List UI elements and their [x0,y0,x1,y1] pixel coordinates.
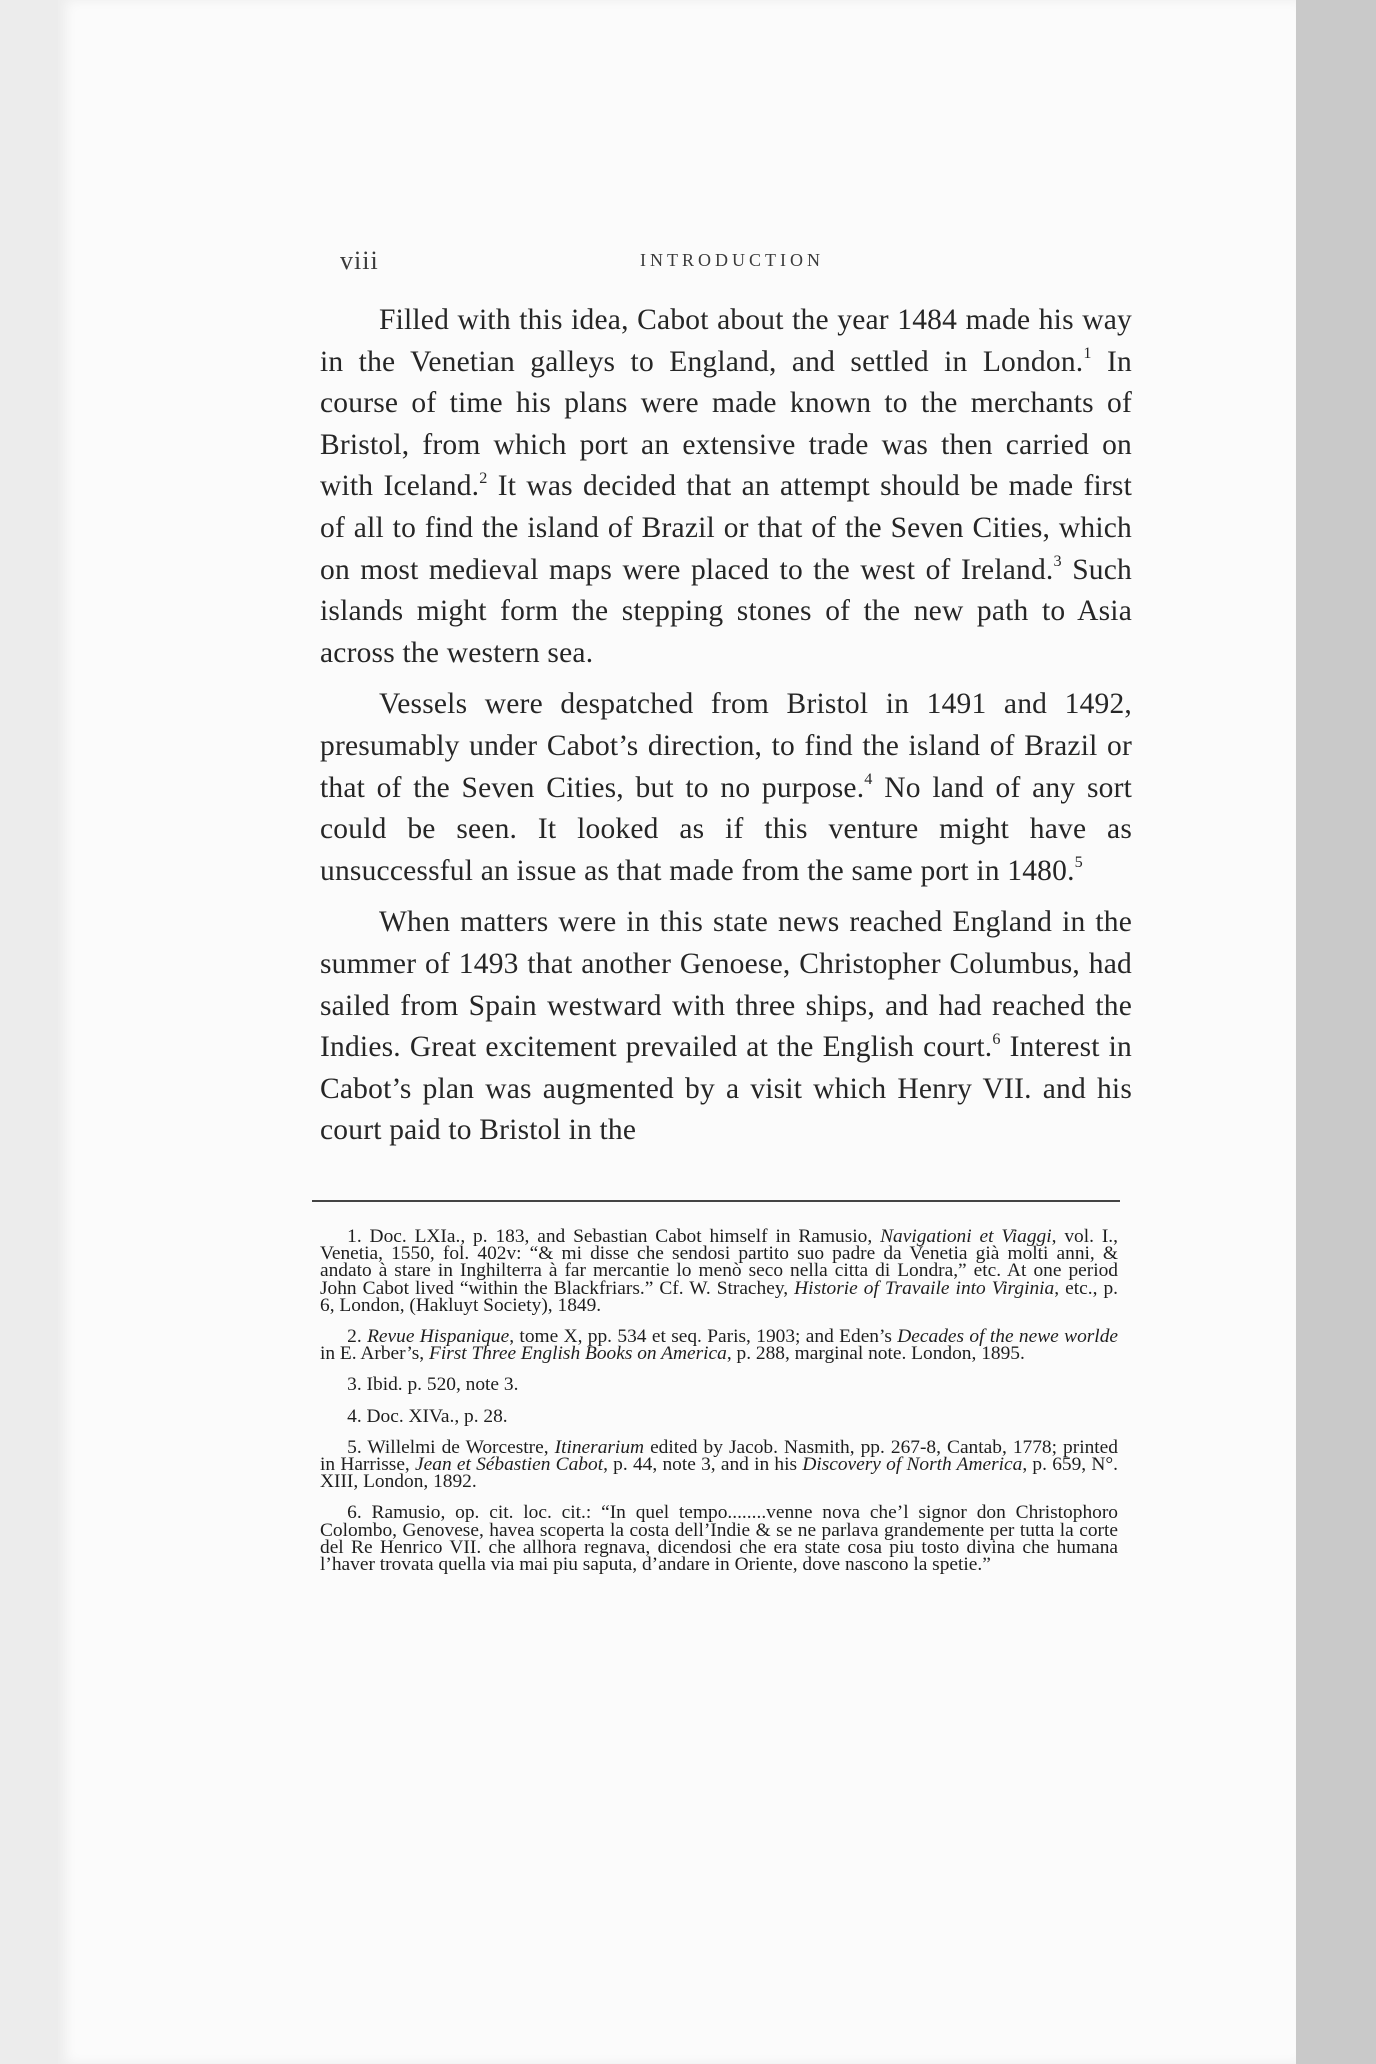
paragraph-2 [320,684,1132,892]
page-header [340,246,1124,280]
footnote-title: Jean et Sébastien Cabot [415,1454,604,1476]
footnote-6: 6. Ramusio, op. cit. loc. cit.: “In quel tempo........venne nova che’l signor don Christophoro Colombo, Genovese, havea scoperta la costa dell’Indie & se ne parlava grandemente per tutta la corte del Re Henrico VII. che allhora regnava, dicendosi che era state cosa piu tosto divina che humana l’haver trovata quella via mai piu saputa, d’andare in Oriente, dove nascono la spetie.” [320,1502,1118,1576]
footnote-ref: 5 [1074,853,1083,872]
body-text [320,300,1132,1162]
footnote-text: , vol. I., Venetia, 1550, fol. 402v: “& mi disse che sendosi partito suo padre da Venetia già molti anni, & andato à stare in Inghilterra à far mercantie lo menò seco nella citta di Londra,” etc. At one period John Cabot lived “within the Blackfriars.” Cf. W. Strachey, [320,1226,1118,1299]
footnote-ref: 6 [992,1029,1001,1048]
footnote-ref: 3 [1053,552,1062,571]
running-head: INTRODUCTION [640,250,824,270]
footnote-text: , etc., p. 6, London, (Hakluyt Society), 1849. [320,1277,1118,1316]
paragraph-3 [320,902,1132,1152]
paragraph-1 [320,300,1132,674]
footnote-text: 2. [347,1326,368,1348]
footnote-4: 4. Doc. XIVa., p. 28. [347,1405,508,1427]
footnote-title: Revue Hispanique [367,1326,510,1348]
footnote-5 [320,1436,1118,1493]
scan-left-margin [0,0,58,2064]
footnote-ref: 4 [864,770,873,789]
footnote-text: in E. Arber’s, [320,1343,429,1365]
footnote-text: edited by Jacob. Nasmith, pp. 267-8, Cantab, 1778; printed in Harrisse, [320,1436,1118,1476]
footnote-ref: 2 [479,468,488,487]
paragraph-text: Filled with this idea, Cabot about the year 1484 made his way in the Venetian galleys to England, and settled in London. [320,304,1132,378]
paragraph-text: No land of any sort could be seen. It looked as if this venture might have as unsuccessful an issue as that made from the same port in 1480. [320,771,1133,887]
footnote-title: Itinerarium [554,1436,645,1458]
footnote-2 [320,1326,1118,1365]
footnote-ref: 1 [1083,344,1092,363]
footnote-title: Navigationi et Viaggi [880,1226,1052,1247]
footnote-1 [320,1228,1118,1314]
footnote-rule [312,1200,1120,1202]
footnotes [320,1228,1118,1587]
footnote-text: , tome X, pp. 534 et seq. Paris, 1903; and Eden’s [509,1326,898,1348]
paragraph-text: Interest in Cabot’s plan was augmented by a visit which Henry VII. and his court paid to Bristol in the [320,1031,1133,1147]
paragraph-text: Such islands might form the stepping stones of the new path to Asia across the western sea. [320,553,1132,669]
footnote-text: 1. Doc. LXIa., p. 183, and Sebastian Cabot himself in Ramusio, [347,1226,881,1247]
footnote-title: Historie of Travaile into Virginia [794,1277,1055,1299]
footnote-text: , p. 44, note 3, and in his [603,1454,803,1476]
scan-right-margin [1296,0,1376,2064]
paragraph-text: Vessels were despatched from Bristol in 1491 and 1492, presumably under Cabot’s direction, to find the island of Brazil or that of the Seven Cities, but to no purpose. [320,688,1132,804]
footnote-title: First Three English Books on America [428,1343,727,1365]
footnote-3: 3. Ibid. p. 520, note 3. [347,1374,519,1396]
footnote-title: Decades of the newe worlde [897,1326,1118,1348]
footnote-text: , p. 288, marginal note. London, 1895. [726,1343,1025,1365]
footnote-text: , p. 659, N°. XIII, London, 1892. [320,1454,1118,1493]
paragraph-text: In course of time his plans were made known to the merchants of Bristol, from which port an extensive trade was then carried on with Iceland. [320,345,1132,503]
footnote-title: Discovery of North America [802,1454,1023,1476]
paragraph-text: When matters were in this state news reached England in the summer of 1493 that another Genoese, Christopher Columbus, had sailed from Spain westward with three ships, and had reached the Indies. Great excitement prevailed at the English court. [320,906,1132,1064]
page-number: viii [340,246,379,275]
footnote-text: 5. Willelmi de Worcestre, [347,1436,555,1458]
paragraph-text: It was decided that an attempt should be made first of all to find the island of Brazil or that of the Seven Cities, which on most medieval maps were placed to the west of Ireland. [320,470,1132,586]
